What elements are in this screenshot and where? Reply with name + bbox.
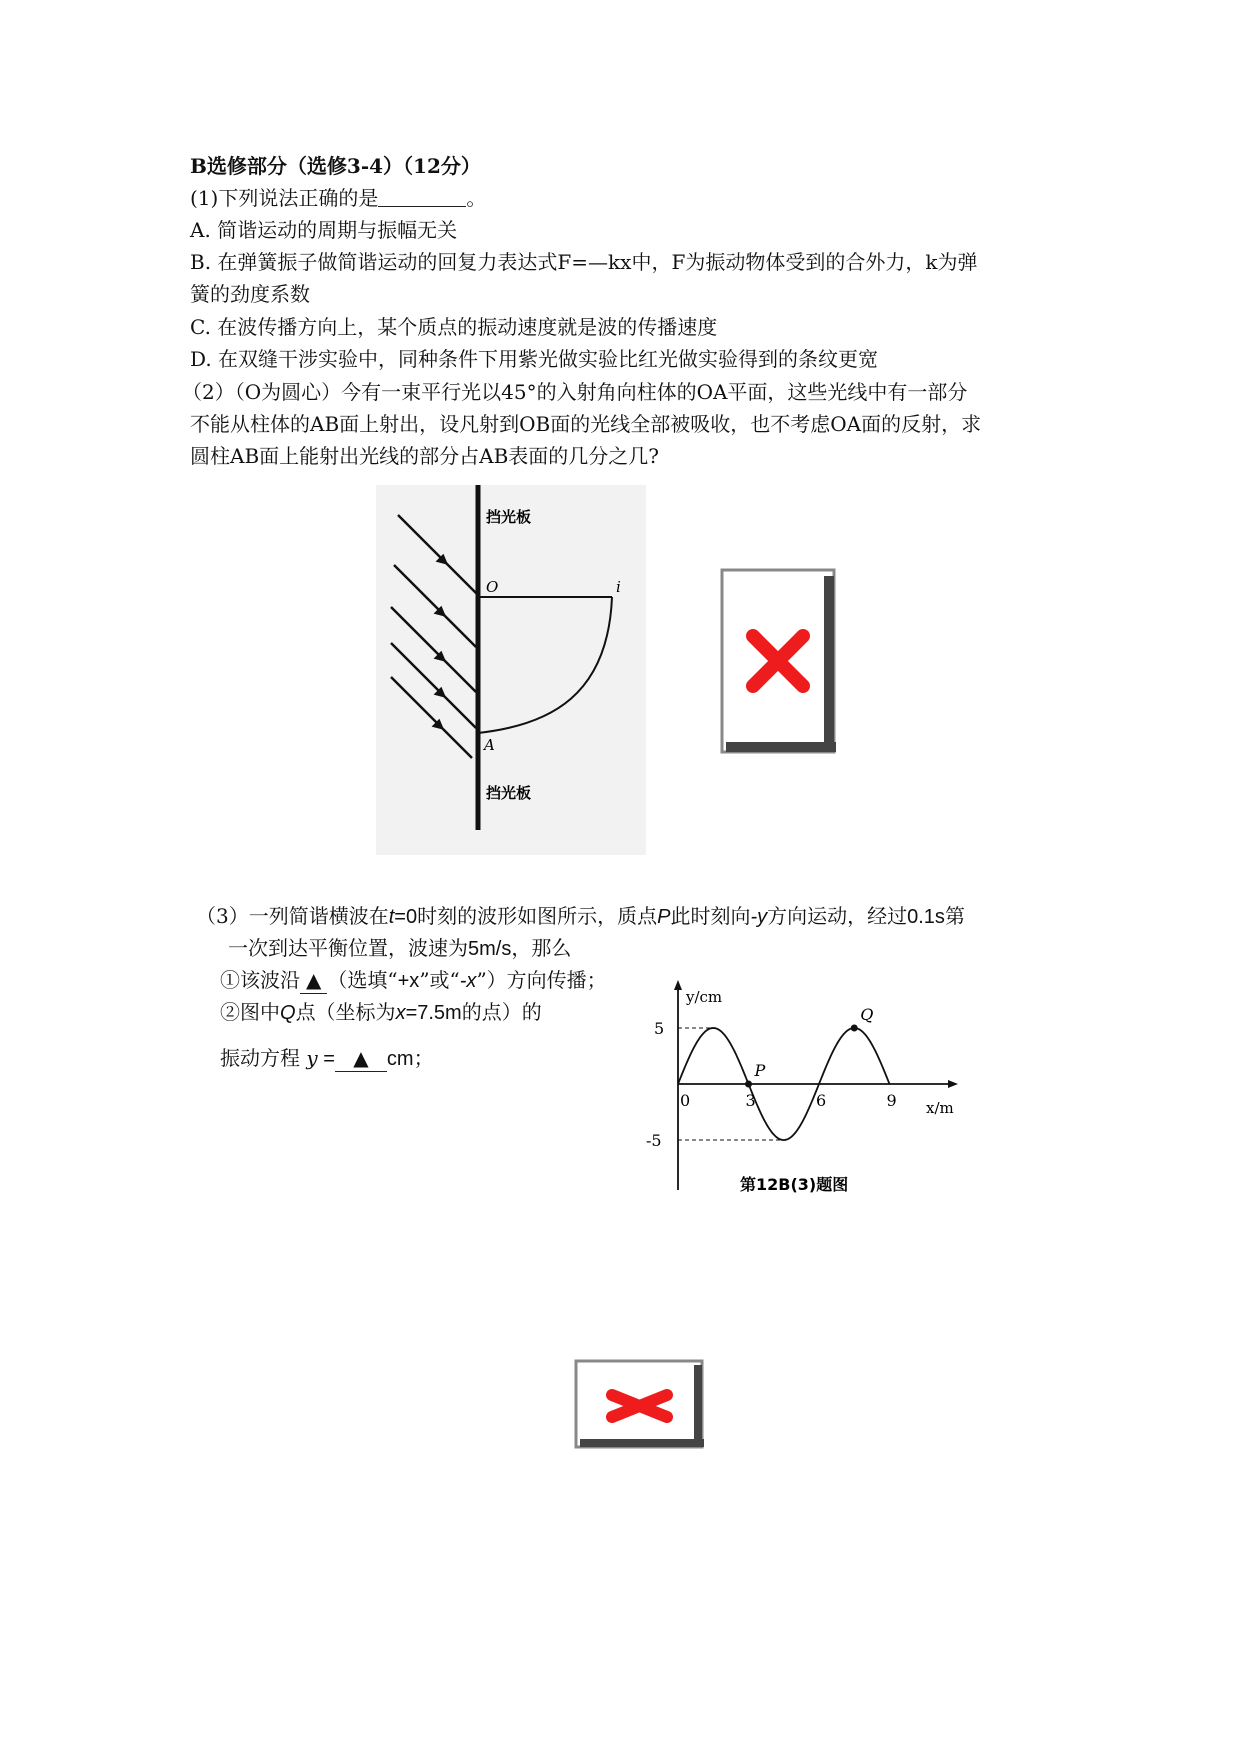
broken-image-icon	[718, 566, 838, 756]
point-p	[745, 1081, 752, 1088]
q1-option-b: B. 在弹簧振子做简谐运动的回复力表达式F=—kx中，F为振动物体受到的合外力，k为弹	[190, 250, 978, 274]
equation-answer-blank[interactable]: ▲	[335, 1045, 387, 1072]
top-board-label: 挡光板	[486, 508, 532, 526]
q3-line-2: 一次到达平衡位置，波速为5m/s，那么	[228, 936, 572, 960]
q1-option-a: A. 简谐运动的周期与振幅无关	[190, 218, 458, 242]
direction-answer-blank[interactable]: ▲	[300, 967, 327, 994]
o-label: O	[486, 578, 499, 596]
q3-sub-2: ②图中Q点（坐标为x=7.5m的点）的	[220, 1000, 542, 1024]
q3-sub-3: 振动方程 y = ▲ cm；	[220, 1046, 434, 1070]
a-label: A	[484, 736, 495, 754]
q1-option-b-cont: 簧的劲度系数	[190, 282, 310, 306]
point-label-p: P	[754, 1061, 766, 1080]
q1-option-c: C. 在波传播方向上，某个质点的振动速度就是波的传播速度	[190, 315, 718, 339]
point-q	[851, 1025, 858, 1032]
q1-stem: (1)下列说法正确的是 。	[190, 186, 487, 210]
q3-line-1: （3）一列简谐横波在t=0时刻的波形如图所示，质点P此时刻向-y方向运动，经过0.1s第	[196, 904, 965, 928]
optics-figure	[376, 485, 646, 855]
y-tick-label: -5	[646, 1131, 662, 1150]
x-tick-label: 0	[680, 1091, 691, 1110]
wave-chart	[640, 980, 970, 1200]
q1-option-d: D. 在双缝干涉实验中，同种条件下用紫光做实验比红光做实验得到的条纹更宽	[190, 347, 879, 371]
q3-sub-1: ①该波沿 ▲ （选填“+x”或“-x”）方向传播；	[220, 968, 607, 992]
bottom-board-label: 挡光板	[486, 784, 532, 802]
x-tick-label: 9	[886, 1091, 897, 1110]
i-label: i	[616, 578, 621, 596]
q2-line-2: 不能从柱体的AB面上射出，设凡射到OB面的光线全部被吸收，也不考虑OA面的反射，求	[190, 412, 982, 436]
x-tick-label: 3	[745, 1091, 756, 1110]
answer-blank[interactable]	[378, 188, 466, 207]
q2-line-3: 圆柱AB面上能射出光线的部分占AB表面的几分之几?	[190, 444, 660, 468]
chart-caption: 第12B(3)题图	[740, 1175, 849, 1194]
x-axis-label: x/m	[926, 1099, 954, 1117]
x-tick-label: 6	[816, 1091, 827, 1110]
section-title: B选修部分（选修3-4）（12分）	[190, 154, 481, 178]
point-label-q: Q	[860, 1005, 874, 1024]
y-axis-label: y/cm	[686, 988, 723, 1006]
broken-image-icon	[572, 1357, 707, 1452]
y-tick-label: 5	[654, 1019, 665, 1038]
q2-line-1: （2）（O为圆心）今有一束平行光以45°的入射角向柱体的OA平面，这些光线中有一部分	[182, 380, 968, 404]
